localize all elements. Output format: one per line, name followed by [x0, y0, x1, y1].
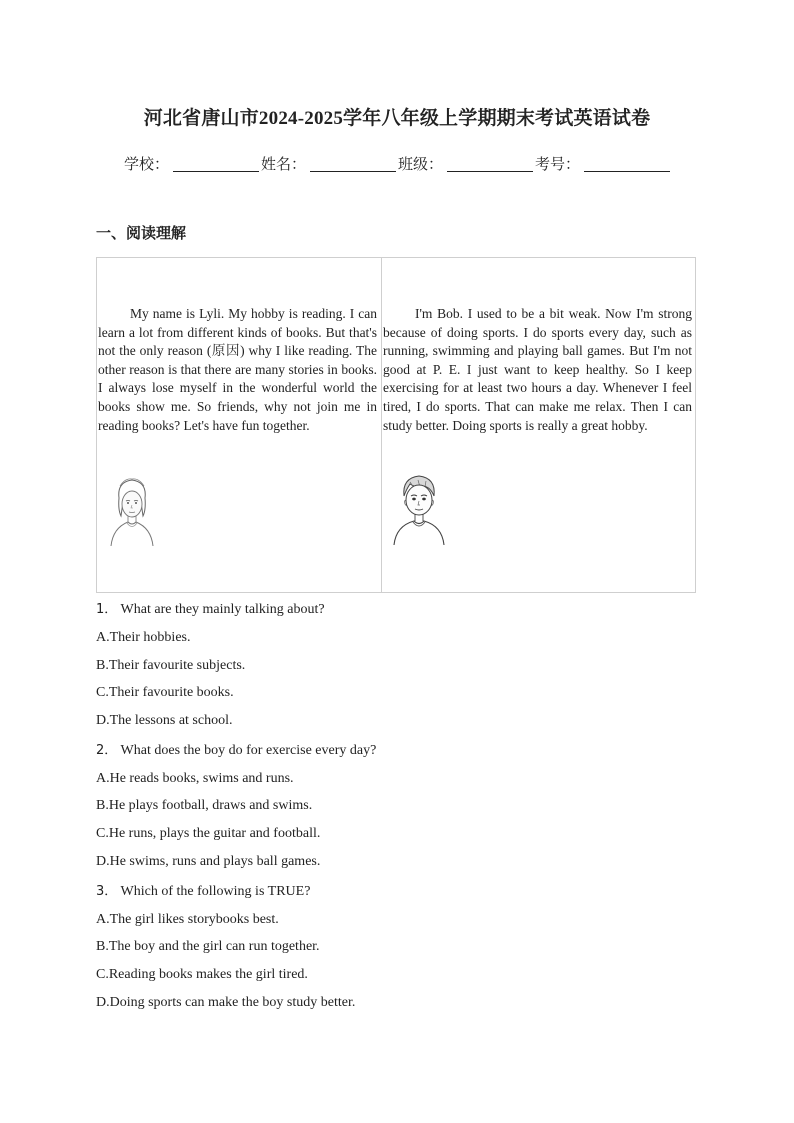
- class-field: [398, 153, 535, 174]
- question-stem: [96, 741, 716, 769]
- school-field: [124, 153, 261, 174]
- question-text: What are they mainly talking about?: [120, 602, 325, 617]
- passage-table: [96, 257, 696, 593]
- school-blank: [173, 155, 259, 172]
- option-b: B.He plays football, draws and swims.: [96, 798, 313, 814]
- option-a: A.The girl likes storybooks best.: [96, 911, 279, 927]
- passage-girl-text: [98, 305, 377, 435]
- option-d: D.The lessons at school.: [96, 713, 233, 729]
- question-number: 2．: [96, 742, 118, 758]
- class-blank: [447, 155, 533, 172]
- question-text: Which of the following is TRUE?: [120, 883, 311, 899]
- name-blank: [310, 155, 396, 172]
- boy-portrait: [388, 470, 450, 546]
- exam-title: 河北省唐山市2024-2025学年八年级上学期期末考试英语试卷: [143, 108, 651, 129]
- option-d: D.He swims, runs and plays ball games.: [96, 853, 321, 869]
- question-stem: [96, 600, 716, 628]
- name-label: 姓名：: [261, 157, 307, 173]
- class-label: 班级：: [398, 157, 444, 173]
- option-a: A.He reads books, swims and runs.: [96, 770, 294, 786]
- passage-cell-boy: [382, 258, 695, 592]
- exam-number-label: 考号：: [535, 157, 581, 173]
- passage-girl-body: My name is Lyli. My hobby is reading. I can learn a lot from different kinds of books. But that's not the only reason (原因) why I like reading. The other reason is that there are many stories in books. I always lose myself in the wonderful world the books show me. So friends, why not join me in reading books? Let's have fun together.: [98, 306, 377, 433]
- question-list: [96, 598, 716, 1020]
- option-d: D.Doing sports can make the boy study better.: [96, 994, 356, 1010]
- passage-cell-girl: [97, 258, 382, 592]
- passage-boy-body: I'm Bob. I used to be a bit weak. Now I'm strong because of doing sports. I do sports every day, such as running, swimming and playing ball games. But I'm not good at P. E. I just want to keep healthy. So I keep exercising for at least two hours a day. Whenever I feel tired, I do sports. That can make me relax. Then I can study better. Doing sports is really a great hobby.: [383, 306, 692, 433]
- option-c: C.Reading books makes the girl tired.: [96, 966, 308, 982]
- option-c: C.Their favourite books.: [96, 685, 234, 701]
- question-2: [96, 741, 716, 880]
- question-number: 3．: [96, 883, 118, 899]
- option-b: B.Their favourite subjects.: [96, 657, 246, 673]
- name-field: [261, 153, 398, 174]
- question-1: [96, 600, 716, 739]
- section-heading: 一、阅读理解: [96, 226, 187, 242]
- school-label: 学校：: [124, 157, 170, 173]
- passage-boy-text: [383, 305, 692, 435]
- option-a: A.Their hobbies.: [96, 630, 191, 645]
- question-stem: [96, 882, 716, 910]
- question-3: [96, 882, 716, 1021]
- girl-portrait: [101, 472, 163, 548]
- question-text: What does the boy do for exercise every day?: [120, 742, 377, 758]
- exam-number-field: [535, 153, 672, 174]
- exam-number-blank: [584, 155, 670, 172]
- question-number: 1．: [96, 602, 118, 617]
- option-b: B.The boy and the girl can run together.: [96, 939, 320, 955]
- option-c: C.He runs, plays the guitar and football.: [96, 826, 321, 842]
- student-info-line: [124, 153, 672, 174]
